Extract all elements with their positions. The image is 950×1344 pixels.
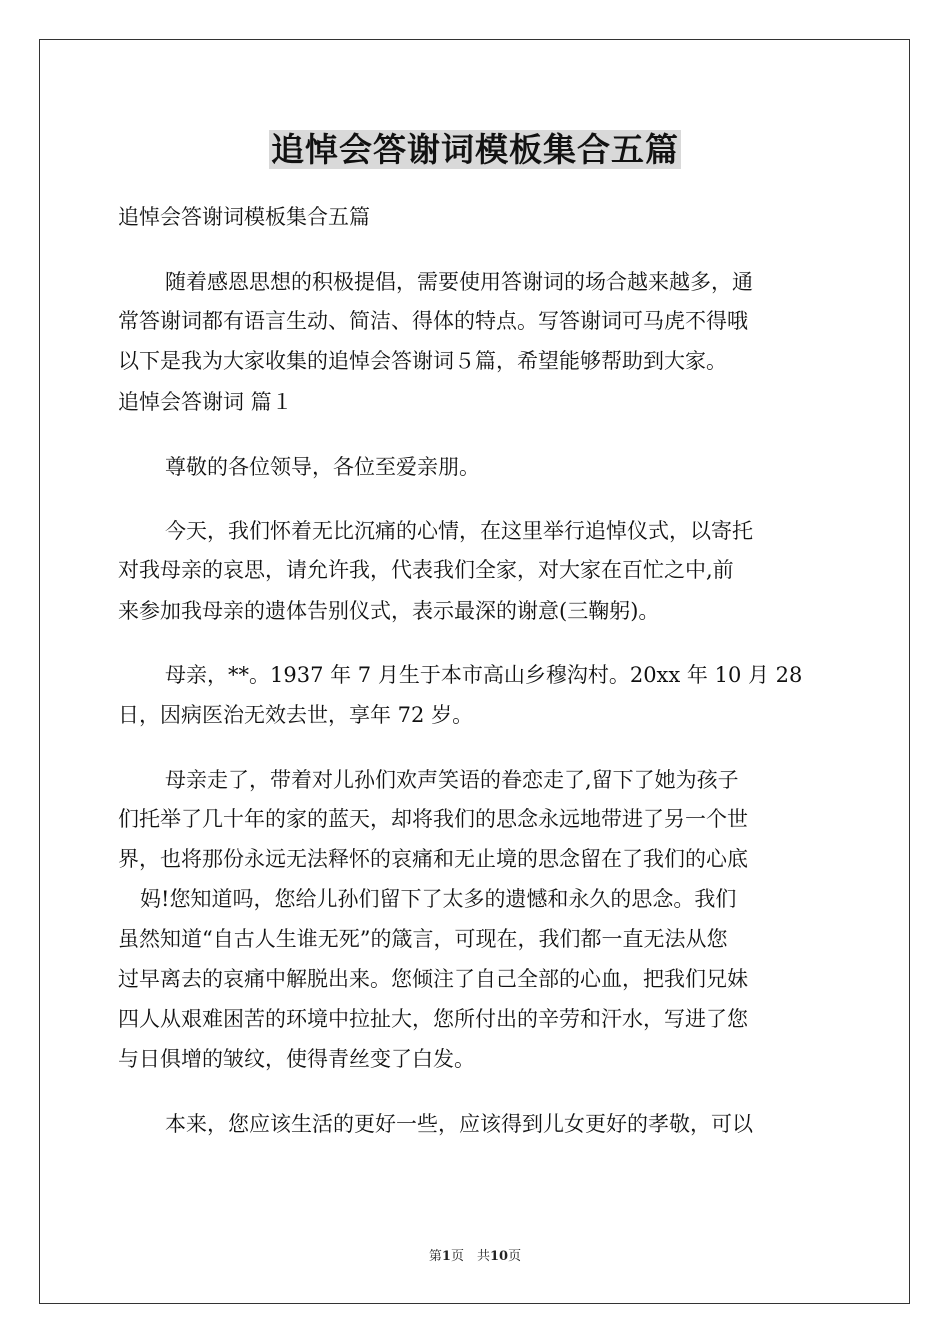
text-line: 母亲，**。1937 年 7 月生于本市高山乡穆沟村。20xx 年 10 月 28 [165,663,803,687]
text-line: 来参加我母亲的遗体告别仪式，表示最深的谢意(三鞠躬)。 [118,599,660,623]
page-footer [0,1248,950,1266]
text-line: 妈!您知道吗，您给儿孙们留下了太多的遗憾和永久的思念。我们 [140,887,737,911]
text-line: 以下是我为大家收集的追悼会答谢词５篇，希望能够帮助到大家。 [118,349,727,373]
footer-middle: 页 共 [450,1249,490,1264]
text-line: 母亲走了，带着对儿孙们欢声笑语的眷恋走了,留下了她为孩子 [165,768,739,792]
text-line: 随着感恩思想的积极提倡，需要使用答谢词的场合越来越多，通 [165,270,753,294]
footer-total-pages: 10 [489,1249,509,1264]
text-line: 过早离去的哀痛中解脱出来。您倾注了自己全部的心血，把我们兄妹 [118,967,748,991]
text-line: 追悼会答谢词 篇１ [118,390,293,414]
text-line: 尊敬的各位领导，各位至爱亲朋。 [165,455,480,479]
text-line: 四人从艰难困苦的环境中拉扯大，您所付出的辛劳和汗水，写进了您 [118,1007,748,1031]
text-line: 追悼会答谢词模板集合五篇 [118,205,370,229]
document-title [0,128,950,172]
document-title-text: 追悼会答谢词模板集合五篇 [271,130,679,169]
footer-prefix: 第 [428,1249,442,1264]
text-line: 对我母亲的哀思，请允许我，代表我们全家，对大家在百忙之中,前 [118,558,734,582]
text-line: 们托举了几十年的家的蓝天，却将我们的思念永远地带进了另一个世 [118,807,748,831]
text-line: 与日俱增的皱纹，使得青丝变了白发。 [118,1047,475,1071]
text-line: 界，也将那份永远无法释怀的哀痛和无止境的思念留在了我们的心底 [118,847,748,871]
footer-page-number: 1 [441,1249,451,1264]
text-line: 常答谢词都有语言生动、简洁、得体的特点。写答谢词可马虎不得哦 [118,309,748,333]
text-line: 本来，您应该生活的更好一些，应该得到儿女更好的孝敬，可以 [165,1112,753,1136]
text-line: 今天，我们怀着无比沉痛的心情，在这里举行追悼仪式，以寄托 [165,519,753,543]
text-line: 日，因病医治无效去世，享年 72 岁。 [118,703,474,727]
footer-suffix: 页 [508,1249,522,1264]
text-line: 虽然知道“自古人生谁无死”的箴言，可现在，我们都一直无法从您 [118,927,728,951]
